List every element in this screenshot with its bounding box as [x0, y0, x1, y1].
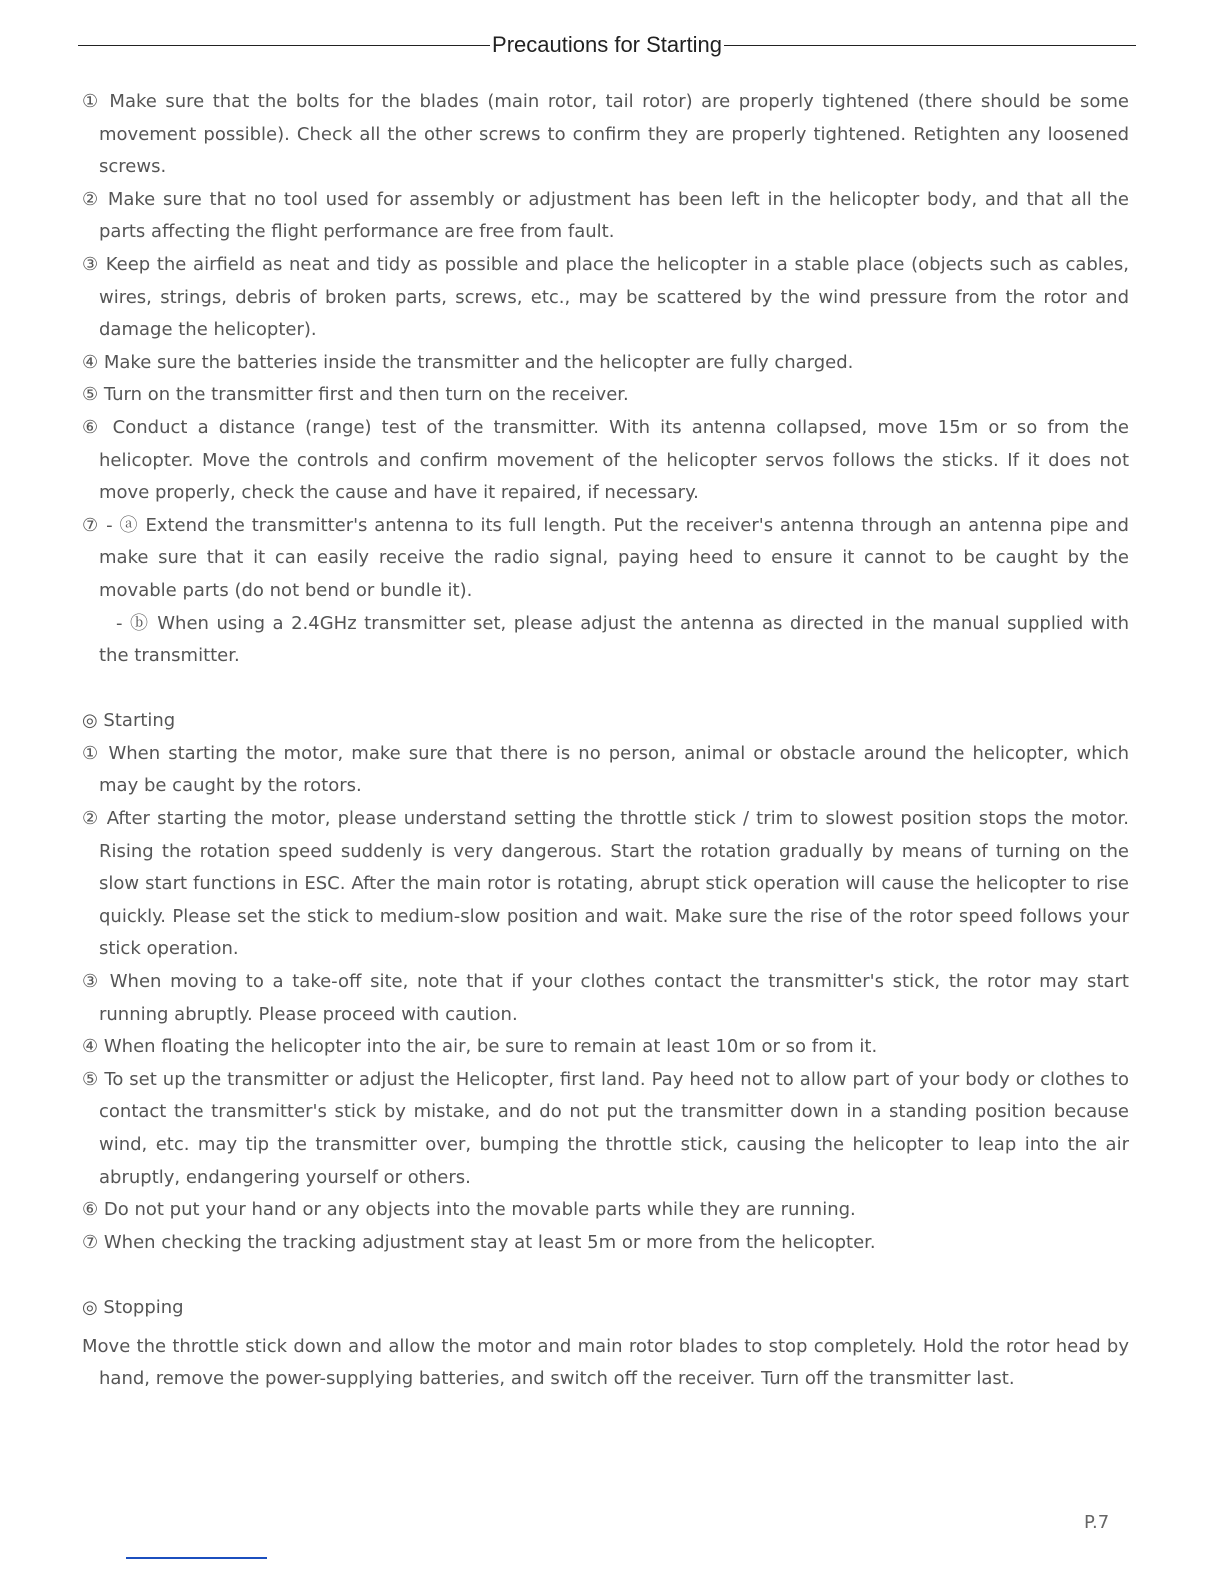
header-rule-right — [724, 45, 1136, 46]
precaution-item: ③ Keep the airfield as neat and tidy as possible and place the helicopter in a stable place (objects such as cables, wires, strings, debris of broken parts, screws, etc., may be scattered by the wind pressure from the rotor and damage the helicopter). — [82, 253, 1129, 341]
starting-item: ⑦ When checking the tracking adjustment stay at least 5m or more from the helicopter. — [82, 1231, 876, 1253]
precaution-item: ① Make sure that the bolts for the blades (main rotor, tail rotor) are properly tightened (there should be some movement possible). Check all the other screws to confirm they are properly tightened. Retighten any loosened screws. — [82, 91, 1129, 178]
header-rule-left — [78, 45, 490, 46]
page-header — [78, 28, 1136, 62]
precaution-subitem: - ⓑ When using a 2.4GHz transmitter set, please adjust the antenna as directed in the manual supplied with the transmitter. — [99, 612, 1129, 667]
precaution-item: ② Make sure that no tool used for assembly or adjustment has been left in the helicopter body, and that all the parts affecting the flight performance are free from fault. — [82, 188, 1129, 243]
precaution-item: ⑤ Turn on the transmitter first and then turn on the receiver. — [82, 384, 629, 406]
starting-item: ② After starting the motor, please understand setting the throttle stick / trim to slowest position stops the motor. Rising the rotation speed suddenly is very dangerous. Start the rotation gradually by means of turning on the slow start functions in ESC. After the main rotor is rotating, abrupt stick operation will cause the helicopter to rise quickly. Please set the stick to medium-slow position and wait. Make sure the rise of the rotor speed follows your stick operation. — [82, 808, 1129, 960]
precaution-item: ④ Make sure the batteries inside the transmitter and the helicopter are fully charged. — [82, 351, 854, 373]
precaution-item: ⑦ - ⓐ Extend the transmitter's antenna to its full length. Put the receiver's antenna through an antenna pipe and make sure that it can easily receive the radio signal, paying heed to ensure it cannot to be caught by the movable parts (do not bend or bundle it). — [82, 514, 1129, 601]
section-gap — [82, 1259, 1129, 1292]
document-body — [82, 86, 1129, 1396]
starting-item: ③ When moving to a take-off site, note that if your clothes contact the transmitter's stick, the rotor may start running abruptly. Please proceed with caution. — [82, 971, 1129, 1025]
starting-item: ⑤ To set up the transmitter or adjust the Helicopter, first land. Pay heed not to allow part of your body or clothes to contact the transmitter's stick by mistake, and do not put the transmitter down in a standing position because wind, etc. may tip the transmitter over, bumping the throttle stick, causing the helicopter to leap into the air abruptly, endangering yourself or others. — [82, 1068, 1129, 1188]
footer-line — [126, 1557, 267, 1559]
precaution-item: ⑥ Conduct a distance (range) test of the transmitter. With its antenna collapsed, move 15m or so from the helicopter. Move the controls and confirm movement of the helicopter servos follows the sticks. If it does not move properly, check the cause and have it repaired, if necessary. — [82, 416, 1129, 504]
stopping-paragraph: Move the throttle stick down and allow the motor and main rotor blades to stop completely. Hold the rotor head by hand, remove the power-supplying batteries, and switch off the receiver. Turn off the transmitter last. — [82, 1335, 1129, 1390]
page-number: P.7 — [1084, 1512, 1110, 1533]
starting-item: ④ When floating the helicopter into the air, be sure to remain at least 10m or so from it. — [82, 1036, 878, 1058]
starting-heading: ◎ Starting — [82, 710, 176, 732]
starting-item: ① When starting the motor, make sure that there is no person, animal or obstacle around the helicopter, which may be caught by the rotors. — [82, 742, 1129, 797]
starting-item: ⑥ Do not put your hand or any objects into the movable parts while they are running. — [82, 1199, 856, 1221]
stopping-heading: ◎ Stopping — [82, 1296, 184, 1318]
section-gap — [82, 673, 1129, 706]
page-title: Precautions for Starting — [492, 32, 722, 57]
